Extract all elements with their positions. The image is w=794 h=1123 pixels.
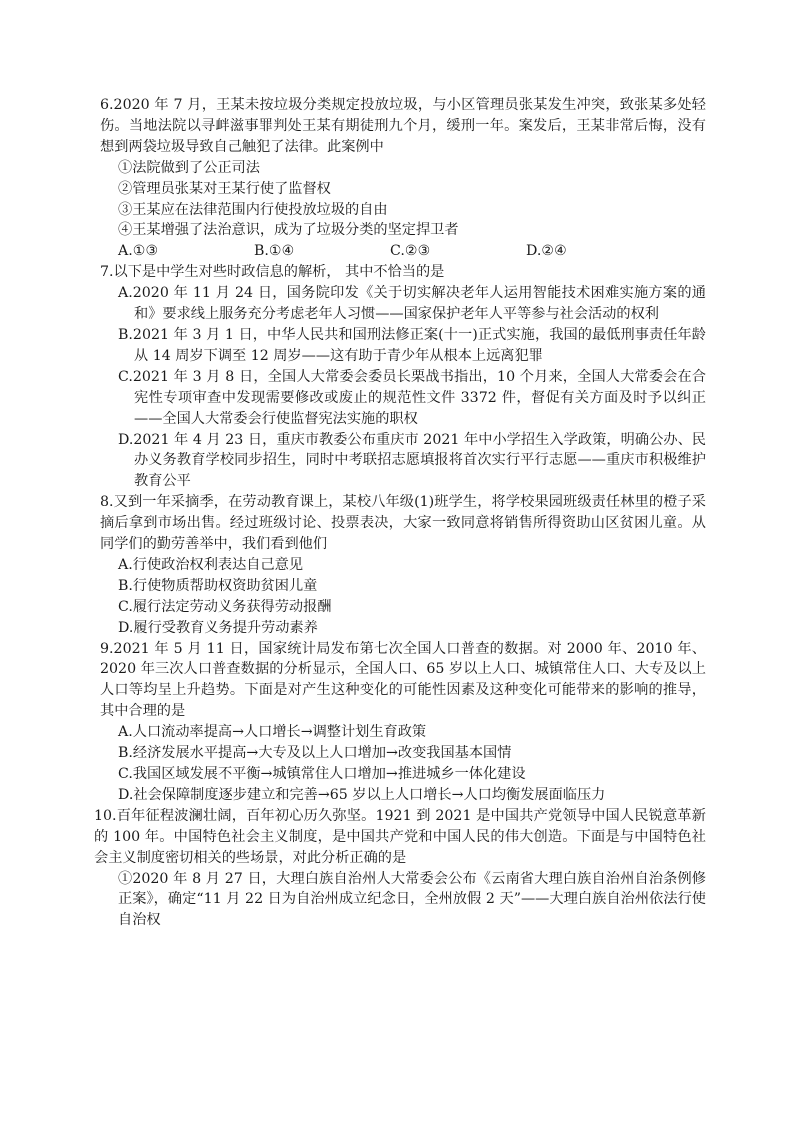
option-a: A.人口流动率提高→人口增长→调整计划生育政策 [118, 724, 427, 741]
option-c: C.2021 年 3 月 8 日，全国人大常委会委员长栗战书指出，10 个月来，全国人大常委会在合宪性专项审查中发现需要修改或废止的规范性文件 3372 件，督促有关方面及时予以纠正——全国人大常委会行使监督宪法实施的职权 [118, 368, 706, 427]
option-d: D.2021 年 4 月 23 日，重庆市教委公布重庆市 2021 年中小学招生入学政策，明确公办、民办义务教育学校同步招生，同时中考联招志愿填报将首次实行平行志愿——重庆市积极维护教育公平 [118, 431, 706, 490]
question-9 [100, 639, 706, 806]
option-b: B.行使物质帮助权资助贫困儿童 [118, 577, 318, 594]
option-a: A.行使政治权利表达自己意见 [118, 556, 304, 573]
option-c: C.②③ [390, 243, 431, 260]
option-b: B.①④ [254, 243, 295, 260]
question-6 [100, 95, 706, 262]
option-a: A.2020 年 11 月 24 日，国务院印发《关于切实解决老年人运用智能技术困难实施方案的通和》要求线上服务充分考虑老年人习惯——国家保护老年人平等参与社会活动的权利 [118, 285, 706, 323]
question-stem: 8.又到一年采摘季，在劳动教育课上，某校八年级(1)班学生，将学校果园班级责任林里的橙子采摘后拿到市场出售。经过班级讨论、投票表决，大家一致同意将销售所得资助山区贫困儿童。从同学们的勤劳善举中，我们看到他们 [100, 494, 706, 553]
statement-item: ③王某应在法律范围内行使投放垃圾的自由 [118, 201, 388, 218]
question-stem: 7.以下是中学生对些时政信息的解析， 其中不恰当的是 [100, 264, 445, 281]
option-c: C.履行法定劳动义务获得劳动报酬 [118, 598, 332, 615]
question-8 [100, 492, 706, 638]
option-d: D.社会保障制度逐步建立和完善→65 岁以上人口增长→人口均衡发展面临压力 [118, 786, 606, 803]
scenario-paragraph: ①2020 年 8 月 27 日，大理白族自治州人大常委会公布《云南省大理白族自治州自治条例修正案》，确定“11 月 22 日为自治州成立纪念日，全州放假 2 天”——大理白族自治州依法行使自治权 [118, 870, 706, 929]
option-d: D.履行受教育义务提升劳动素养 [118, 619, 318, 636]
option-b: B.经济发展水平提高→大专及以上人口增加→改变我国基本国情 [118, 745, 512, 762]
options-row [118, 241, 706, 262]
option-c: C.我国区域发展不平衡→城镇常住人口增加→推进城乡一体化建设 [118, 766, 526, 782]
statement-item: ①法院做到了公正司法 [118, 159, 260, 176]
option-a: A.①③ [118, 243, 159, 260]
statement-item: ④王某增强了法治意识，成为了垃圾分类的坚定捍卫者 [118, 222, 459, 239]
option-b: B.2021 年 3 月 1 日，中华人民共和国刑法修正案(十一)正式实施，我国的最低刑事责任年龄从 14 周岁下调至 12 周岁——这有助于青少年从根本上远离犯罪 [118, 326, 706, 364]
question-stem: 9.2021 年 5 月 11 日，国家统计局发布第七次全国人口普查的数据。对 2000 年、2010 年、2020 年三次人口普查数据的分析显示，全国人口、65 岁以上人口、城镇常住人口、大专及以上人口等均呈上升趋势。下面是对产生这种变化的可能性因素及这种变化可能带来的影响的推导，其中合理的是 [100, 640, 706, 720]
question-stem: 10.百年征程波澜壮阔，百年初心历久弥坚。1921 到 2021 是中国共产党领导中国人民锐意革新的 100 年。中国特色社会主义制度，是中国共产党和中国人民的伟大创造。下面是与中国特色社会主义制度密切相关的些场景，对此分析正确的是 [94, 807, 706, 866]
question-10 [94, 806, 706, 931]
question-stem: 6.2020 年 7 月，王某未按垃圾分类规定投放垃圾，与小区管理员张某发生冲突，致张某多处轻伤。当地法院以寻衅滋事罪判处王某有期徒刑九个月，缓刑一年。案发后，王某非常后悔，没有想到两袋垃圾导致自己触犯了法律。此案例中 [100, 97, 706, 155]
option-d: D.②④ [526, 243, 567, 260]
statement-item: ②管理员张某对王某行使了监督权 [118, 180, 331, 197]
question-7 [100, 262, 706, 492]
